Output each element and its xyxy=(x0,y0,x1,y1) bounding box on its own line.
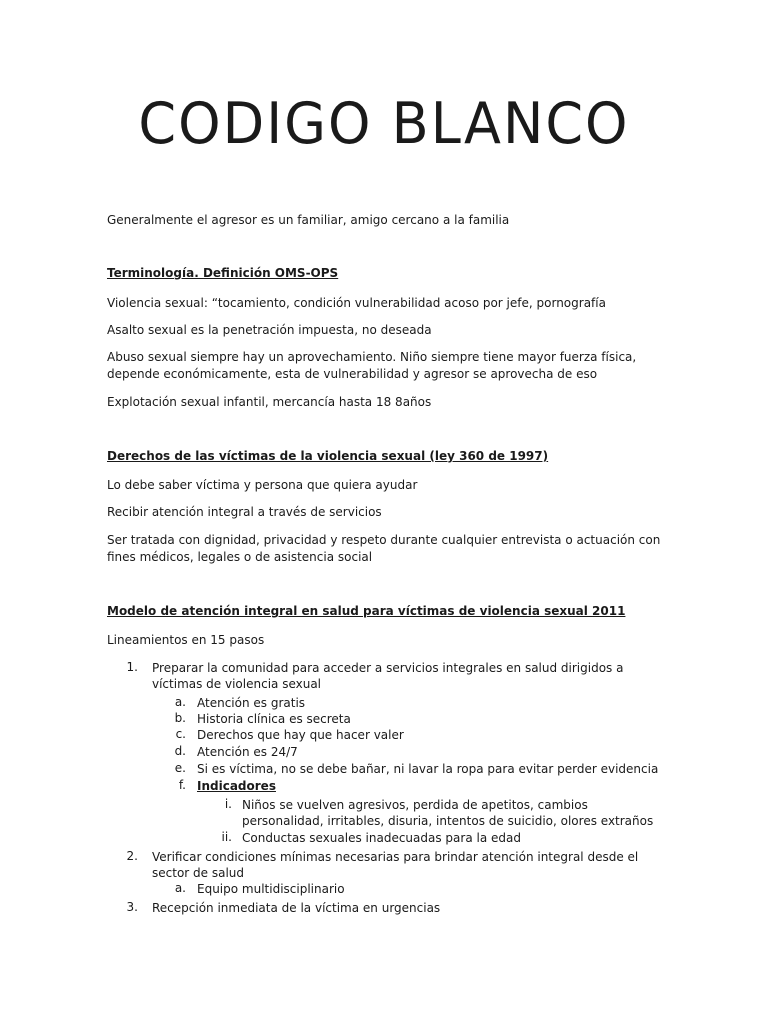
sub-list-item: Atención es 24/7 xyxy=(197,745,298,759)
list-number: 1. xyxy=(126,660,138,674)
list-number: 2. xyxy=(126,849,138,863)
list-item-step2: Verificar condiciones mínimas necesarias para brindar atención integral desde el sector de salud xyxy=(152,850,639,880)
sub-list-item: Atención es gratis xyxy=(197,696,306,710)
paragraph: Lo debe saber víctima y persona que quiera ayudar xyxy=(107,478,418,492)
paragraph: Asalto sexual es la penetración impuesta, no deseada xyxy=(107,323,432,337)
section-heading-terminology: Terminología. Definición OMS-OPS xyxy=(107,266,339,280)
paragraph: Ser tratada con dignidad, privacidad y respeto durante cualquier entrevista o actuación con fines médicos, legales o de asistencia social xyxy=(107,533,661,564)
sub-list-mark: b. xyxy=(174,711,186,725)
sub-list-item: Si es víctima, no se debe bañar, ni lavar la ropa para evitar perder evidencia xyxy=(197,762,659,776)
paragraph: Abuso sexual siempre hay un aprovechamiento. Niño siempre tiene mayor fuerza física, depende económicamente, esta de vulnerabilidad y agresor se aprovecha de eso xyxy=(107,350,637,381)
section-heading-model: Modelo de atención integral en salud para víctimas de violencia sexual 2011 xyxy=(107,604,626,618)
sub-list-mark: a. xyxy=(174,881,186,895)
list-item-step3: Recepción inmediata de la víctima en urgencias xyxy=(152,901,441,915)
page-title: CODIGO BLANCO xyxy=(138,90,630,157)
sub-sub-list-mark: i. xyxy=(224,797,232,811)
list-number: 3. xyxy=(126,900,138,914)
sub-list-item-indicators: Indicadores xyxy=(197,779,276,793)
intro-paragraph: Generalmente el agresor es un familiar, amigo cercano a la familia xyxy=(107,213,510,227)
paragraph: Violencia sexual: “tocamiento, condición vulnerabilidad acoso por jefe, pornografía xyxy=(107,296,606,310)
sub-list-mark: f. xyxy=(178,778,186,792)
sub-list-mark: e. xyxy=(174,761,186,775)
section-subtitle: Lineamientos en 15 pasos xyxy=(107,633,265,647)
sub-list-item: Derechos que hay que hacer valer xyxy=(197,728,404,742)
list-item-step1: Preparar la comunidad para acceder a servicios integrales en salud dirigidos a víctimas de violencia sexual xyxy=(152,661,624,691)
sub-sub-list-item: Conductas sexuales inadecuadas para la edad xyxy=(242,831,521,845)
paragraph: Explotación sexual infantil, mercancía hasta 18 8años xyxy=(107,395,432,409)
sub-sub-list-item: Niños se vuelven agresivos, perdida de apetitos, cambios personalidad, irritables, disuria, intentos de suicidio, olores extraños xyxy=(242,798,654,828)
sub-list-mark: a. xyxy=(174,695,186,709)
sub-list-item: Historia clínica es secreta xyxy=(197,712,351,726)
sub-list-item: Equipo multidisciplinario xyxy=(197,882,345,896)
sub-list-mark: c. xyxy=(175,727,186,741)
paragraph: Recibir atención integral a través de servicios xyxy=(107,505,382,519)
sub-list-mark: d. xyxy=(174,744,186,758)
section-heading-rights: Derechos de las víctimas de la violencia sexual (ley 360 de 1997) xyxy=(107,449,549,463)
sub-sub-list-mark: ii. xyxy=(221,830,232,844)
